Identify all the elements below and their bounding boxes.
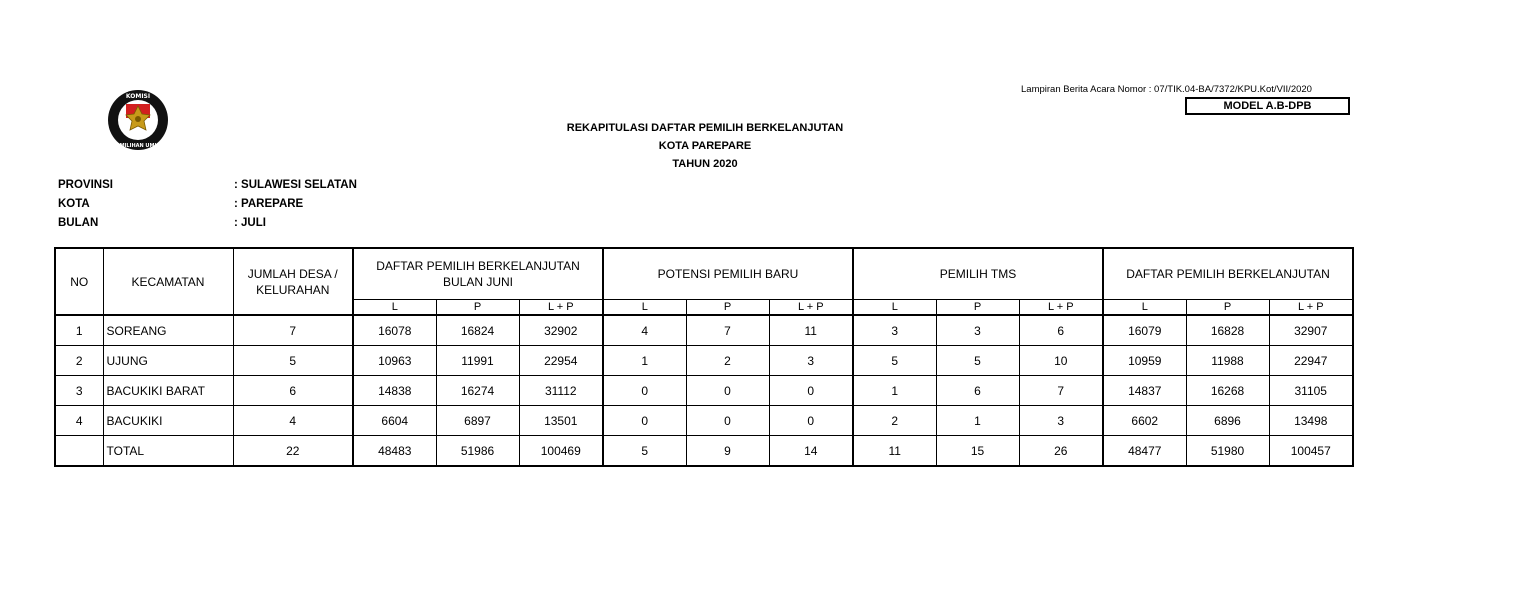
cell-value: 7: [686, 315, 769, 346]
subheader-l: L: [603, 299, 686, 315]
total-row: [55, 436, 1353, 467]
table-row: [55, 346, 1353, 376]
header-dpb: DAFTAR PEMILIH BERKELANJUTAN: [1103, 248, 1353, 299]
header-kecamatan: KECAMATAN: [103, 248, 233, 315]
meta-label: BULAN: [58, 216, 99, 229]
cell-value: 100469: [519, 436, 603, 467]
cell-value: 2: [853, 406, 936, 436]
cell-value: 48483: [353, 436, 436, 467]
title-line-2: KOTA PAREPARE: [658, 140, 752, 152]
cell-no: 4: [55, 406, 103, 436]
cell-value: 15: [936, 436, 1019, 467]
cell-value: 0: [603, 376, 686, 406]
cell-value: 32907: [1269, 315, 1353, 346]
subheader-lp: L + P: [519, 299, 603, 315]
header-potensi: POTENSI PEMILIH BARU: [603, 248, 853, 299]
meta-bulan: [58, 213, 357, 232]
meta-value: : JULI: [234, 216, 266, 229]
model-label: MODEL A.B-DPB: [1185, 97, 1350, 115]
cell-total-label: TOTAL: [103, 436, 233, 467]
document-title: [555, 119, 855, 173]
cell-value: 22954: [519, 346, 603, 376]
cell-desa: 6: [233, 376, 353, 406]
meta-value: : SULAWESI SELATAN: [234, 178, 357, 191]
meta-value: : PAREPARE: [234, 197, 304, 210]
cell-kecamatan: UJUNG: [103, 346, 233, 376]
cell-value: 0: [603, 406, 686, 436]
cell-value: 10: [1019, 346, 1103, 376]
meta-kota: [58, 194, 357, 213]
subheader-p: P: [436, 299, 519, 315]
subheader-p: P: [686, 299, 769, 315]
header-tms: PEMILIH TMS: [853, 248, 1103, 299]
cell-value: 11988: [1186, 346, 1269, 376]
table-row: [55, 376, 1353, 406]
cell-desa: 7: [233, 315, 353, 346]
cell-value: 2: [686, 346, 769, 376]
cell-kecamatan: BACUKIKI: [103, 406, 233, 436]
cell-value: 16824: [436, 315, 519, 346]
cell-value: 6604: [353, 406, 436, 436]
cell-value: 0: [769, 376, 853, 406]
cell-value: 0: [686, 376, 769, 406]
subheader-l: L: [353, 299, 436, 315]
cell-value: 3: [769, 346, 853, 376]
cell-value: 31105: [1269, 376, 1353, 406]
cell-value: 11: [769, 315, 853, 346]
subheader-l: L: [1103, 299, 1186, 315]
cell-value: 10963: [353, 346, 436, 376]
cell-value: 13498: [1269, 406, 1353, 436]
cell-kecamatan: BACUKIKI BARAT: [103, 376, 233, 406]
cell-value: 10959: [1103, 346, 1186, 376]
cell-value: 5: [936, 346, 1019, 376]
meta-label: PROVINSI: [58, 178, 113, 191]
cell-value: 51986: [436, 436, 519, 467]
cell-value: 3: [853, 315, 936, 346]
kpu-logo: [106, 88, 170, 152]
cell-desa: 22: [233, 436, 353, 467]
cell-desa: 4: [233, 406, 353, 436]
cell-value: 32902: [519, 315, 603, 346]
cell-value: 4: [603, 315, 686, 346]
header-jumlah: JUMLAH DESA / KELURAHAN: [233, 248, 353, 315]
cell-value: 3: [936, 315, 1019, 346]
cell-value: 6897: [436, 406, 519, 436]
subheader-lp: L + P: [769, 299, 853, 315]
cell-value: 22947: [1269, 346, 1353, 376]
title-line-1: REKAPITULASI DAFTAR PEMILIH BERKELANJUTAN: [566, 122, 844, 134]
cell-value: 16268: [1186, 376, 1269, 406]
svg-text:PEMILIHAN UMUM: PEMILIHAN UMUM: [112, 143, 164, 149]
cell-no: 3: [55, 376, 103, 406]
cell-value: 6: [936, 376, 1019, 406]
cell-no: 1: [55, 315, 103, 346]
cell-desa: 5: [233, 346, 353, 376]
cell-value: 51980: [1186, 436, 1269, 467]
subheader-lp: L + P: [1019, 299, 1103, 315]
svg-text:KOMISI: KOMISI: [125, 93, 151, 100]
title-line-3: TAHUN 2020: [672, 158, 738, 170]
table-row: [55, 406, 1353, 436]
cell-no: 2: [55, 346, 103, 376]
cell-value: 1: [603, 346, 686, 376]
subheader-p: P: [1186, 299, 1269, 315]
cell-value: 14838: [353, 376, 436, 406]
cell-value: 1: [853, 376, 936, 406]
cell-value: 14837: [1103, 376, 1186, 406]
cell-value: 48477: [1103, 436, 1186, 467]
subheader-l: L: [853, 299, 936, 315]
subheader-lp: L + P: [1269, 299, 1353, 315]
header-no: NO: [55, 248, 103, 315]
cell-value: 11991: [436, 346, 519, 376]
reference-text: Lampiran Berita Acara Nomor : 07/TIK.04-BA/7372/KPU.Kot/VII/2020: [1021, 84, 1312, 95]
cell-value: 5: [853, 346, 936, 376]
cell-value: 13501: [519, 406, 603, 436]
meta-block: [58, 175, 357, 232]
meta-provinsi: [58, 175, 357, 194]
cell-value: 6896: [1186, 406, 1269, 436]
cell-no: [55, 436, 103, 467]
cell-value: 3: [1019, 406, 1103, 436]
cell-value: 6: [1019, 315, 1103, 346]
cell-value: 0: [769, 406, 853, 436]
meta-label: KOTA: [58, 197, 90, 210]
cell-value: 16828: [1186, 315, 1269, 346]
cell-value: 16079: [1103, 315, 1186, 346]
subheader-p: P: [936, 299, 1019, 315]
recap-table: [54, 247, 1354, 467]
cell-value: 1: [936, 406, 1019, 436]
cell-value: 16078: [353, 315, 436, 346]
cell-value: 0: [686, 406, 769, 436]
cell-value: 9: [686, 436, 769, 467]
cell-value: 26: [1019, 436, 1103, 467]
cell-value: 5: [603, 436, 686, 467]
cell-value: 14: [769, 436, 853, 467]
cell-value: 11: [853, 436, 936, 467]
cell-value: 100457: [1269, 436, 1353, 467]
header-dpb-juni: DAFTAR PEMILIH BERKELANJUTAN BULAN JUNI: [353, 248, 603, 299]
cell-value: 7: [1019, 376, 1103, 406]
cell-value: 6602: [1103, 406, 1186, 436]
table-row: [55, 315, 1353, 346]
cell-value: 31112: [519, 376, 603, 406]
header-row: [55, 248, 1353, 299]
cell-kecamatan: SOREANG: [103, 315, 233, 346]
cell-value: 16274: [436, 376, 519, 406]
